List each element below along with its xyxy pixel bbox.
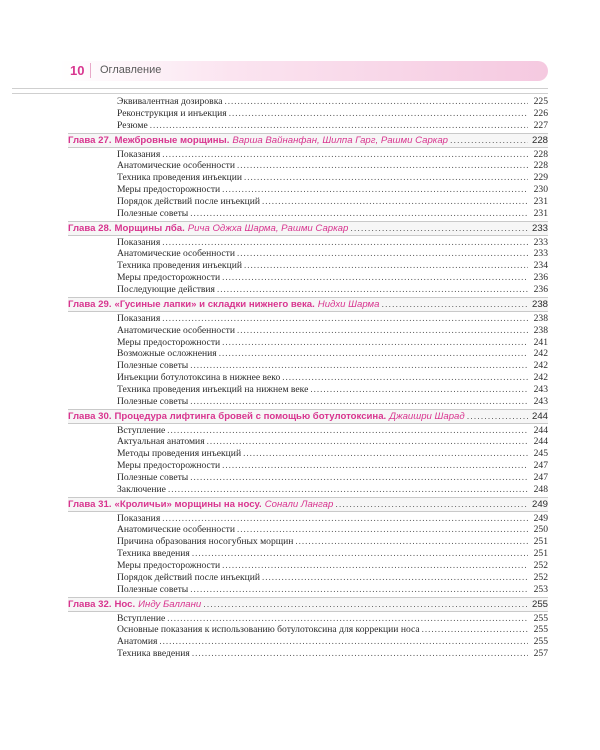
dot-leader xyxy=(229,108,528,120)
section-title: Анатомические особенности xyxy=(117,160,235,172)
toc-section-row[interactable] xyxy=(68,448,548,460)
chapter-authors: Варша Вайнанфан, Шилпа Гарг, Рашми Саркар xyxy=(232,134,449,146)
dot-leader xyxy=(190,584,528,596)
page-ref: 253 xyxy=(533,583,548,595)
toc-section-row[interactable] xyxy=(68,513,548,525)
page-ref: 233 xyxy=(531,222,548,234)
chapter-number: Глава 30. xyxy=(68,410,112,422)
section-title: Порядок действий после инъекций xyxy=(117,195,261,207)
dot-leader xyxy=(162,513,528,525)
section-title: Резюме xyxy=(117,119,148,131)
section-title: Меры предосторожности xyxy=(117,560,221,571)
page-ref: 238 xyxy=(533,312,548,324)
section-title: Показания xyxy=(117,236,161,248)
section-title: Анатомические особенности xyxy=(117,524,235,536)
dot-leader xyxy=(243,448,528,460)
dot-leader xyxy=(282,372,528,384)
section-title: Причина образования носогубных морщин xyxy=(117,536,294,548)
chapter-authors: Нидхи Шарма xyxy=(317,298,380,310)
toc-section-row[interactable] xyxy=(68,120,548,132)
toc-section-row[interactable] xyxy=(68,396,548,408)
dot-leader xyxy=(224,96,528,108)
chapter-authors: Рича Оджха Шарма, Рашми Саркар xyxy=(187,222,349,234)
section-title: Анатомические особенности xyxy=(117,324,235,336)
page-ref: 255 xyxy=(533,612,548,624)
toc-chapter-row[interactable] xyxy=(68,221,548,236)
dot-leader xyxy=(159,636,528,648)
page-ref: 245 xyxy=(533,448,548,460)
page-ref: 227 xyxy=(533,119,548,131)
section-title: Полезные советы xyxy=(117,207,189,219)
page-ref: 238 xyxy=(531,298,548,310)
section-title: Реконструкция и инъекция xyxy=(117,107,227,119)
dot-leader xyxy=(244,260,528,272)
dot-leader xyxy=(237,248,528,260)
chapter-number: Глава 28. xyxy=(68,222,112,234)
dot-leader xyxy=(295,536,528,548)
toc-section-row[interactable] xyxy=(68,572,548,584)
section-title: Полезные советы xyxy=(117,360,189,372)
toc-section-row[interactable] xyxy=(68,472,548,484)
chapter-title: «Гусиные лапки» и складки нижнего века. xyxy=(114,298,315,310)
dot-leader xyxy=(162,313,528,325)
dot-leader xyxy=(335,498,528,511)
toc-section-row[interactable] xyxy=(68,196,548,208)
section-title: Меры предосторожности xyxy=(117,272,221,284)
page-ref: 250 xyxy=(533,524,548,536)
toc-section-row[interactable] xyxy=(68,548,548,560)
chapter-title: Нос. xyxy=(114,598,136,610)
dot-leader xyxy=(237,524,528,536)
page-ref: 243 xyxy=(533,383,548,395)
dot-leader xyxy=(167,425,528,437)
chapter-title: «Кроличьи» морщины на носу. xyxy=(114,498,262,510)
dot-leader xyxy=(237,160,528,172)
toc-chapter-row[interactable] xyxy=(68,497,548,512)
dot-leader xyxy=(150,120,528,132)
section-title: Техника проведения инъекций xyxy=(117,260,242,272)
toc-section-row[interactable] xyxy=(68,272,548,284)
page-ref: 244 xyxy=(533,424,548,436)
dot-leader xyxy=(203,598,528,611)
section-title: Полезные советы xyxy=(117,583,189,595)
section-title: Порядок действий после инъекций xyxy=(117,571,261,583)
toc-section-row[interactable] xyxy=(68,636,548,648)
section-title: Методы проведения инъекций xyxy=(117,448,242,460)
section-title: Вступление xyxy=(117,424,166,436)
chapter-number: Глава 31. xyxy=(68,498,112,510)
page-ref: 234 xyxy=(533,260,548,272)
page-ref: 244 xyxy=(533,436,548,448)
page-ref: 244 xyxy=(531,410,548,422)
page-ref: 241 xyxy=(533,336,548,348)
section-title: Основные показания к использованию ботулотоксина для коррекции носа xyxy=(117,624,420,636)
page-ref: 247 xyxy=(533,460,548,472)
toc-chapter-row[interactable] xyxy=(68,597,548,612)
dot-leader xyxy=(222,337,528,349)
page-ref: 231 xyxy=(533,195,548,207)
toc-section-row[interactable] xyxy=(68,484,548,496)
page-ref: 249 xyxy=(533,512,548,524)
page-ref: 228 xyxy=(533,160,548,172)
section-title: Вступление xyxy=(117,612,166,624)
section-title: Эквивалентная дозировка xyxy=(117,96,223,107)
section-title: Актуальная анатомия xyxy=(117,436,205,448)
page-ref: 233 xyxy=(533,248,548,260)
page-ref: 236 xyxy=(533,283,548,295)
chapter-title: Межбровные морщины. xyxy=(114,134,230,146)
toc-section-row[interactable] xyxy=(68,237,548,249)
section-title: Последующие действия xyxy=(117,283,215,295)
dot-leader xyxy=(167,613,528,625)
dot-leader xyxy=(237,325,528,337)
page-ref: 247 xyxy=(533,471,548,483)
section-title: Возможные осложнения xyxy=(117,348,217,360)
page-ref: 228 xyxy=(531,134,548,146)
toc-section-row[interactable] xyxy=(68,208,548,220)
dot-leader xyxy=(222,272,528,284)
chapter-number: Глава 29. xyxy=(68,298,112,310)
dot-leader xyxy=(217,284,528,296)
page-title: Оглавление xyxy=(100,64,162,76)
section-title: Показания xyxy=(117,512,161,524)
dot-leader xyxy=(168,484,528,496)
dot-leader xyxy=(190,208,528,220)
dot-leader xyxy=(192,648,528,660)
chapter-authors: Джаишри Шарад xyxy=(389,410,465,422)
dot-leader xyxy=(262,196,528,208)
dot-leader xyxy=(222,460,528,472)
section-title: Меры предосторожности xyxy=(117,184,221,196)
toc-section-row[interactable] xyxy=(68,360,548,372)
toc-chapter-row[interactable] xyxy=(68,133,548,148)
page-ref: 251 xyxy=(533,548,548,560)
section-title: Техника введения xyxy=(117,648,190,660)
page-ref: 242 xyxy=(533,348,548,360)
page-ref: 252 xyxy=(533,560,548,571)
toc-section-row[interactable] xyxy=(68,313,548,325)
toc-section-row[interactable] xyxy=(68,149,548,161)
chapter-title: Морщины лба. xyxy=(114,222,185,234)
page-number: 10 xyxy=(70,63,85,78)
dot-leader xyxy=(190,472,528,484)
dot-leader xyxy=(190,396,528,408)
toc-section-row[interactable] xyxy=(68,460,548,472)
page-ref: 252 xyxy=(533,571,548,583)
dot-leader xyxy=(162,237,528,249)
page-ref: 236 xyxy=(533,272,548,284)
chapter-title: Процедура лифтинга бровей с помощью ботулотоксина. xyxy=(114,410,387,422)
dot-leader xyxy=(222,560,528,572)
section-title: Анатомические особенности xyxy=(117,248,235,260)
dot-leader xyxy=(381,298,528,311)
section-title: Заключение xyxy=(117,483,166,495)
dot-leader xyxy=(262,572,528,584)
page-ref: 257 xyxy=(533,648,548,660)
toc-section-row[interactable] xyxy=(68,337,548,349)
dot-leader xyxy=(310,384,528,396)
page-ref: 228 xyxy=(533,148,548,160)
toc-section-row[interactable] xyxy=(68,160,548,172)
page-ref: 255 xyxy=(531,598,548,610)
page-ref: 255 xyxy=(533,636,548,648)
page-ref: 229 xyxy=(533,172,548,184)
dot-leader xyxy=(467,410,528,423)
page-ref: 242 xyxy=(533,360,548,372)
toc-section-row[interactable] xyxy=(68,348,548,360)
toc-section-row[interactable] xyxy=(68,284,548,296)
toc-section-row[interactable] xyxy=(68,584,548,596)
chapter-authors: Инду Баллани xyxy=(138,598,202,610)
toc-section-row[interactable] xyxy=(68,96,548,108)
toc-section-row[interactable] xyxy=(68,260,548,272)
section-title: Полезные советы xyxy=(117,395,189,407)
header-rule xyxy=(12,88,548,94)
toc-section-row[interactable] xyxy=(68,436,548,448)
toc-section-row[interactable] xyxy=(68,384,548,396)
toc-section-row[interactable] xyxy=(68,624,548,636)
page-ref: 226 xyxy=(533,107,548,119)
page-ref: 242 xyxy=(533,372,548,384)
dot-leader xyxy=(192,548,528,560)
chapter-number: Глава 32. xyxy=(68,598,112,610)
toc-section-row[interactable] xyxy=(68,613,548,625)
section-title: Полезные советы xyxy=(117,471,189,483)
dot-leader xyxy=(207,436,528,448)
dot-leader xyxy=(350,222,528,235)
page-ref: 230 xyxy=(533,184,548,196)
section-title: Инъекции ботулотоксина в нижнее веко xyxy=(117,372,281,384)
section-title: Анатомия xyxy=(117,636,158,648)
page-ref: 248 xyxy=(533,483,548,495)
page-ref: 225 xyxy=(533,96,548,107)
section-title: Меры предосторожности xyxy=(117,460,221,472)
section-title: Показания xyxy=(117,312,161,324)
toc-section-row[interactable] xyxy=(68,184,548,196)
toc-chapter-row[interactable] xyxy=(68,297,548,312)
header-divider xyxy=(90,63,91,78)
toc-section-row[interactable] xyxy=(68,648,548,660)
dot-leader xyxy=(162,149,528,161)
toc-section-row[interactable] xyxy=(68,524,548,536)
page-ref: 249 xyxy=(531,498,548,510)
toc-section-row[interactable] xyxy=(68,108,548,120)
page-ref: 255 xyxy=(533,624,548,636)
section-title: Техника введения xyxy=(117,548,190,560)
page-ref: 231 xyxy=(533,207,548,219)
section-title: Показания xyxy=(117,148,161,160)
toc-section-row[interactable] xyxy=(68,425,548,437)
dot-leader xyxy=(190,360,528,372)
page-ref: 238 xyxy=(533,324,548,336)
chapter-number: Глава 27. xyxy=(68,134,112,146)
dot-leader xyxy=(450,134,528,147)
dot-leader xyxy=(422,624,528,636)
dot-leader xyxy=(219,348,528,360)
toc-section-row[interactable] xyxy=(68,325,548,337)
dot-leader xyxy=(244,172,528,184)
toc-section-row[interactable] xyxy=(68,560,548,572)
toc-section-row[interactable] xyxy=(68,536,548,548)
section-title: Техника проведения инъекций на нижнем веке xyxy=(117,383,309,395)
chapter-authors: Сонали Лангар xyxy=(264,498,334,510)
dot-leader xyxy=(222,184,528,196)
section-title: Меры предосторожности xyxy=(117,336,221,348)
toc-section-row[interactable] xyxy=(68,172,548,184)
toc-section-row[interactable] xyxy=(68,248,548,260)
page-ref: 233 xyxy=(533,236,548,248)
toc-section-row[interactable] xyxy=(68,372,548,384)
section-title: Техника проведения инъекции xyxy=(117,172,242,184)
page-ref: 243 xyxy=(533,395,548,407)
toc-chapter-row[interactable] xyxy=(68,409,548,424)
table-of-contents xyxy=(68,96,548,660)
page-ref: 251 xyxy=(533,536,548,548)
